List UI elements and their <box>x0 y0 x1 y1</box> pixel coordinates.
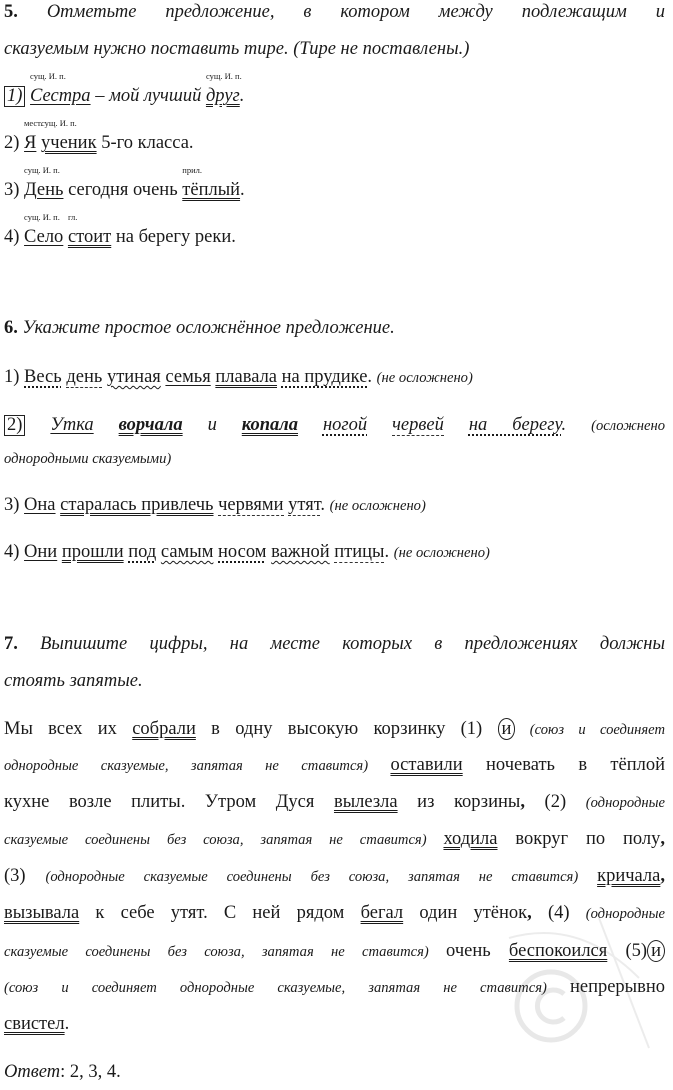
q5-option-1 <box>4 71 665 107</box>
q5-o3-label-1: сущ. И. п. <box>24 165 60 175</box>
q7-l8-b: непрерывно <box>569 977 665 997</box>
q7-note-1b: однородные сказуемые, запятая не ставится) <box>4 758 391 774</box>
q6-o4-end: . <box>384 542 390 562</box>
q5-o1-label-1: сущ. И. п. <box>30 71 66 81</box>
q7-l4-b: вокруг по полу <box>497 829 661 849</box>
q6-prompt: Укажите простое осложнённое предложение. <box>22 318 395 338</box>
q7-comma-5: , <box>527 903 532 923</box>
q5-o4-num: 4) <box>4 227 25 247</box>
q6-option-3 <box>4 495 665 516</box>
q5-o2-predicate: ученик <box>41 133 97 153</box>
q5-option-4 <box>4 212 665 248</box>
copyright-watermark-icon <box>489 898 659 1058</box>
q6-o1-w-f: на прудике <box>281 367 368 387</box>
q7-l5-a: (3) <box>4 866 46 886</box>
q6-o2-note-1: (осложнено <box>591 418 666 434</box>
q7-prompt-line-2 <box>4 671 665 692</box>
q5-o3-predicate: тёплый <box>182 180 241 200</box>
q5-o1-mid: – мой лучший <box>90 86 206 106</box>
q6-o2-end: . <box>561 415 567 435</box>
q7-note-3: (однородные сказуемые соединены без союза, запятая не ставится) <box>45 869 598 885</box>
q6-option-2-note-line <box>4 451 665 468</box>
q7-l7-b: очень <box>446 941 509 961</box>
q5-option-3 <box>4 165 665 201</box>
q7-circled-conjunction-1: и <box>498 718 516 740</box>
q6-o4-w-g: птицы <box>334 542 385 562</box>
q7-l3-b: из корзины <box>397 792 521 812</box>
q6-o1-w-b: день <box>66 367 103 387</box>
q5-selected-box: 1) <box>4 86 25 107</box>
answer-label: Ответ <box>4 1062 61 1082</box>
q7-l6-e: (4) <box>531 903 586 923</box>
q5-o3-end: . <box>240 180 245 200</box>
q6-o2-w-e: ногой <box>322 415 368 435</box>
q6-o4-w-f: важной <box>271 542 330 562</box>
q5-prompt-line-1 <box>4 2 665 23</box>
q7-l2-b: ночевать в тёплой <box>462 755 666 775</box>
q7-comma-2: , <box>520 792 525 812</box>
q5-prompt-line-2 <box>4 39 665 60</box>
q7-note-2b: сказуемые соединены без союза, запятая не ставится) <box>4 832 444 848</box>
q6-o2-note-2: однородными сказуемыми) <box>4 451 172 467</box>
q5-o1-end: . <box>239 86 245 106</box>
q7-l3-d: (2) <box>524 792 586 812</box>
answer-line <box>4 1062 665 1083</box>
q7-note-4b: сказуемые соединены без союза, запятая не ставится) <box>4 944 447 960</box>
q7-note-4a: (однородные <box>585 906 665 922</box>
q7-l3-a: кухне возле плиты. Утром Дуся <box>4 792 334 812</box>
q6-o3-note: (не осложнено) <box>329 498 426 514</box>
q6-o2-w-f: червей <box>392 415 444 435</box>
q6-o3-w-b: старалась привлечь <box>60 495 214 515</box>
q5-o1-label-2: сущ. И. п. <box>205 71 242 81</box>
q5-o3-subject: День <box>24 180 64 200</box>
q5-number: 5. <box>4 2 18 22</box>
q6-o1-w-e: плавала <box>215 367 278 387</box>
q7-verb-1: собрали <box>132 719 196 739</box>
q6-o2-w-g: на берегу <box>468 415 562 435</box>
q7-l9-b: . <box>64 1014 70 1034</box>
q7-prompt-1: Выпишите цифры, на месте которых в предложениях должны <box>40 634 666 654</box>
q5-o4-label-1: сущ. И. п. <box>24 212 60 222</box>
q5-o3-label-2: прил. <box>182 165 202 175</box>
q6-o4-w-d: самым <box>160 542 214 562</box>
q7-note-2a: (однородные <box>585 795 665 811</box>
answer-value: : 2, 3, 4. <box>60 1062 121 1082</box>
q7-verb-2: оставили <box>390 755 463 775</box>
q5-o1-subject: Сестра <box>30 86 91 106</box>
q5-o4-end: на берегу реки. <box>111 227 236 247</box>
q6-o2-w-d: копала <box>241 415 299 435</box>
q7-l1-a: Мы всех их <box>4 719 133 739</box>
q6-o3-end: . <box>320 495 326 515</box>
q5-o2-subject: Я <box>24 133 37 153</box>
q6-o4-w-e: носом <box>218 542 267 562</box>
q7-text-line-4 <box>4 829 665 850</box>
q6-o2-w-b: ворчала <box>118 415 183 435</box>
q7-note-1a: (союз и соединяет <box>515 722 666 738</box>
q6-o4-w-b: прошли <box>61 542 124 562</box>
q7-l6-b: к себе утят. С ней рядом <box>79 903 361 923</box>
q7-comma-4: , <box>660 866 665 886</box>
q6-option-2 <box>4 415 665 436</box>
q5-o2-label-1: мест. <box>24 118 43 128</box>
q5-prompt-1: Отметьте предложение, в котором между подлежащим и <box>46 2 665 22</box>
q7-comma-3: , <box>660 829 665 849</box>
q5-o3-mid: сегодня очень <box>63 180 183 200</box>
q7-text-line-1 <box>4 718 665 740</box>
q6-prompt-line <box>4 318 665 339</box>
q7-verb-3: вылезла <box>333 792 398 812</box>
q6-number: 6. <box>4 318 18 338</box>
q6-o1-w-d: семья <box>165 367 211 387</box>
q5-option-2 <box>4 118 665 154</box>
q7-verb-5: кричала <box>597 866 661 886</box>
q6-o4-note: (не осложнено) <box>393 545 490 561</box>
q6-o3-w-d: утят <box>288 495 321 515</box>
q6-o4-w-c: под <box>128 542 157 562</box>
q5-o4-label-2: гл. <box>67 212 78 222</box>
q7-circled-conjunction-2: и <box>647 940 665 962</box>
q5-o2-label-2: сущ. И. п. <box>41 118 77 128</box>
q6-o3-w-a: Она <box>24 495 56 515</box>
q6-o1-num: 1) <box>4 367 25 387</box>
q7-l7-d: (5) <box>607 941 648 961</box>
q7-l6-d: один утёнок <box>403 903 528 923</box>
q7-verb-8: беспокоился <box>508 941 608 961</box>
q5-o1-predicate: друг <box>205 86 240 106</box>
q7-verb-4: ходила <box>443 829 498 849</box>
q7-verb-9: свистел <box>4 1014 65 1034</box>
q7-number: 7. <box>4 634 18 654</box>
q5-o4-predicate: стоит <box>67 227 112 247</box>
q5-o2-end: 5-го класса. <box>96 133 194 153</box>
q6-o2-w-c: и <box>207 415 217 435</box>
q6-o2-w-a: Утка <box>50 415 94 435</box>
q7-text-line-5 <box>4 866 665 887</box>
q6-o4-num: 4) <box>4 542 25 562</box>
q5-o2-num: 2) <box>4 133 25 153</box>
q6-o3-num: 3) <box>4 495 25 515</box>
q7-verb-6: вызывала <box>4 903 80 923</box>
q7-note-5: (союз и соединяет однородные сказуемые, запятая не ставится) <box>4 980 570 996</box>
q6-o1-w-a: Весь <box>24 367 62 387</box>
q7-text-line-3 <box>4 792 665 813</box>
q6-o4-w-a: Они <box>24 542 58 562</box>
q7-prompt-2: стоять запятые. <box>4 671 143 691</box>
q6-o1-w-c: утиная <box>106 367 161 387</box>
q5-prompt-2: сказуемым нужно поставить тире. (Тире не поставлены.) <box>4 39 470 59</box>
q7-prompt-line-1 <box>4 634 665 655</box>
q7-text-line-2 <box>4 755 665 776</box>
q7-l1-b: в одну высокую корзинку (1) <box>195 719 498 739</box>
q7-verb-7: бегал <box>360 903 404 923</box>
q6-option-4 <box>4 542 665 563</box>
q6-selected-box: 2) <box>4 415 25 436</box>
q6-o1-end: . <box>367 367 373 387</box>
q6-o1-note: (не осложнено) <box>376 370 473 386</box>
q5-o3-num: 3) <box>4 180 25 200</box>
q6-o3-w-c: червями <box>218 495 284 515</box>
q6-option-1 <box>4 367 665 388</box>
q5-o4-subject: Село <box>24 227 64 247</box>
